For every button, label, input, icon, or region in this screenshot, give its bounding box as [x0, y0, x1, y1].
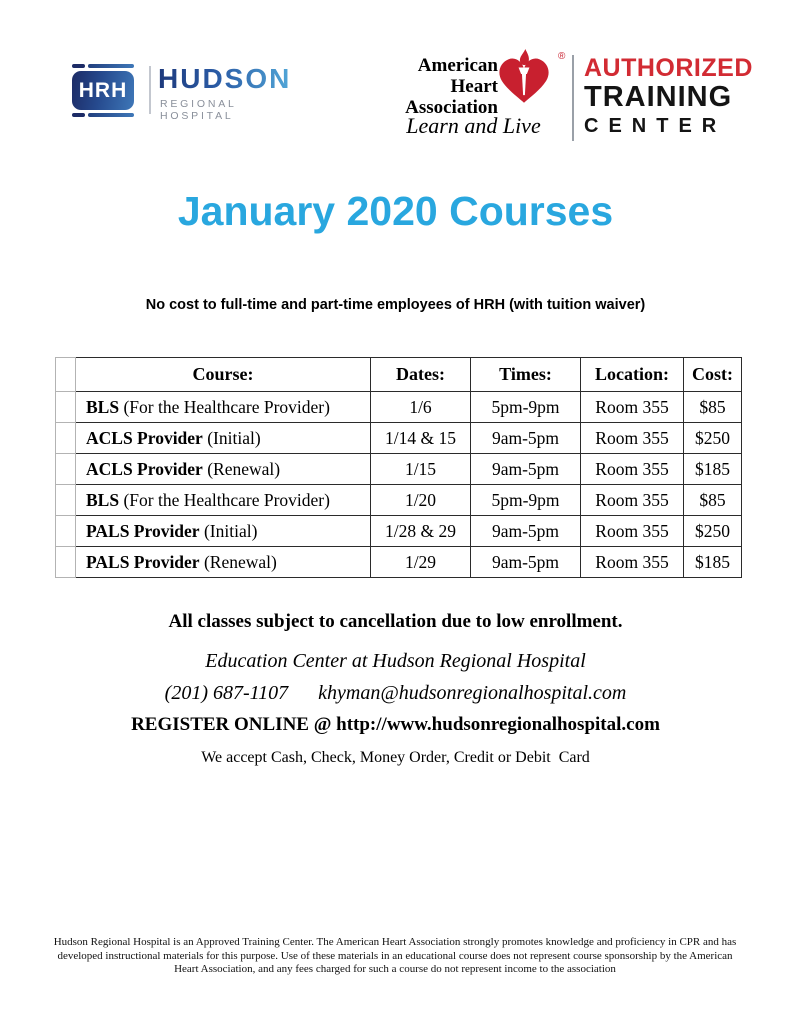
courses-table: [55, 357, 742, 578]
hrh-logo-subtitle: REGIONAL HOSPITAL: [160, 98, 237, 122]
cost-cell: $85: [684, 392, 742, 423]
column-header-location: Location:: [581, 358, 684, 392]
table-header-row: [56, 358, 742, 392]
table-row: [56, 547, 742, 578]
email-address: khyman@hudsonregionalhospital.com: [318, 682, 627, 704]
phone-number: (201) 687-1107: [164, 682, 289, 704]
registered-trademark: ®: [558, 51, 566, 62]
aha-name-line1: American Heart: [417, 55, 498, 97]
cost-cell: $185: [684, 454, 742, 485]
hrh-logo: [65, 52, 315, 124]
aha-name-line2: Association: [405, 97, 498, 118]
column-header-dates: Dates:: [371, 358, 471, 392]
location-cell: Room 355: [581, 516, 684, 547]
location-cell: Room 355: [581, 423, 684, 454]
hrh-badge-icon: HRH: [72, 71, 134, 110]
gutter-cell: [56, 485, 76, 516]
aha-logo-divider: [572, 55, 574, 141]
column-header-course: Course:: [76, 358, 371, 392]
gutter-cell: [56, 516, 76, 547]
dates-cell: 1/29: [371, 547, 471, 578]
course-cell: PALS Provider (Renewal): [76, 547, 371, 578]
location-cell: Room 355: [581, 392, 684, 423]
page-title: January 2020 Courses: [177, 188, 614, 234]
dates-cell: 1/28 & 29: [371, 516, 471, 547]
cancellation-notice: All classes subject to cancellation due to low enrollment.: [168, 611, 623, 632]
course-cell: PALS Provider (Initial): [76, 516, 371, 547]
times-cell: 9am-5pm: [471, 423, 581, 454]
payment-methods-line: We accept Cash, Check, Money Order, Credit or Debit Card: [201, 749, 590, 766]
column-header-cost: Cost:: [684, 358, 742, 392]
dates-cell: 1/20: [371, 485, 471, 516]
hrh-logo-top-bars: [72, 64, 134, 68]
dates-cell: 1/6: [371, 392, 471, 423]
aha-tagline: Learn and Live: [406, 113, 541, 138]
gutter-cell: [56, 454, 76, 485]
times-cell: 9am-5pm: [471, 516, 581, 547]
hrh-logo-name: HUDSON: [158, 63, 292, 94]
contact-line: [0, 682, 791, 705]
course-cell: BLS (For the Healthcare Provider): [76, 485, 371, 516]
table-row: [56, 454, 742, 485]
table-row: [56, 392, 742, 423]
tuition-waiver-note: No cost to full-time and part-time employees of HRH (with tuition waiver): [145, 297, 646, 313]
center-label: CENTER: [584, 115, 727, 137]
table-row: [56, 516, 742, 547]
location-cell: Room 355: [581, 547, 684, 578]
location-cell: Room 355: [581, 454, 684, 485]
dates-cell: 1/15: [371, 454, 471, 485]
table-row: [56, 485, 742, 516]
cost-cell: $250: [684, 423, 742, 454]
cost-cell: $250: [684, 516, 742, 547]
authorized-training-center: [584, 54, 753, 137]
aha-logo-name: [368, 55, 498, 118]
cost-cell: $185: [684, 547, 742, 578]
location-cell: Room 355: [581, 485, 684, 516]
education-center-line: Education Center at Hudson Regional Hospital: [205, 650, 586, 672]
aha-disclaimer: Hudson Regional Hospital is an Approved Training Center. The American Heart Association strongly promotes knowledge and proficiency in CPR and has developed instructional materials for this purpose. Use of these materials in an educational course does not represent course sponsorship by the American Heart Association, and any fees charged for such a course do not represent income to the association: [53, 936, 737, 975]
authorized-label: AUTHORIZED: [584, 54, 753, 82]
gutter-cell: [56, 547, 76, 578]
table-row: [56, 423, 742, 454]
hrh-logo-divider: [149, 66, 151, 114]
gutter-cell: [56, 392, 76, 423]
hrh-logo-bottom-bars: [72, 113, 134, 117]
gutter-header: [56, 358, 76, 392]
aha-logo: [368, 45, 753, 145]
times-cell: 5pm-9pm: [471, 485, 581, 516]
training-label: TRAINING: [584, 81, 733, 113]
course-cell: ACLS Provider (Renewal): [76, 454, 371, 485]
heart-torch-icon: [492, 46, 556, 116]
course-cell: BLS (For the Healthcare Provider): [76, 392, 371, 423]
dates-cell: 1/14 & 15: [371, 423, 471, 454]
times-cell: 9am-5pm: [471, 454, 581, 485]
column-header-times: Times:: [471, 358, 581, 392]
course-cell: ACLS Provider (Initial): [76, 423, 371, 454]
register-online-line: REGISTER ONLINE @ http://www.hudsonregionalhospital.com: [131, 714, 660, 735]
times-cell: 9am-5pm: [471, 547, 581, 578]
gutter-cell: [56, 423, 76, 454]
cost-cell: $85: [684, 485, 742, 516]
times-cell: 5pm-9pm: [471, 392, 581, 423]
